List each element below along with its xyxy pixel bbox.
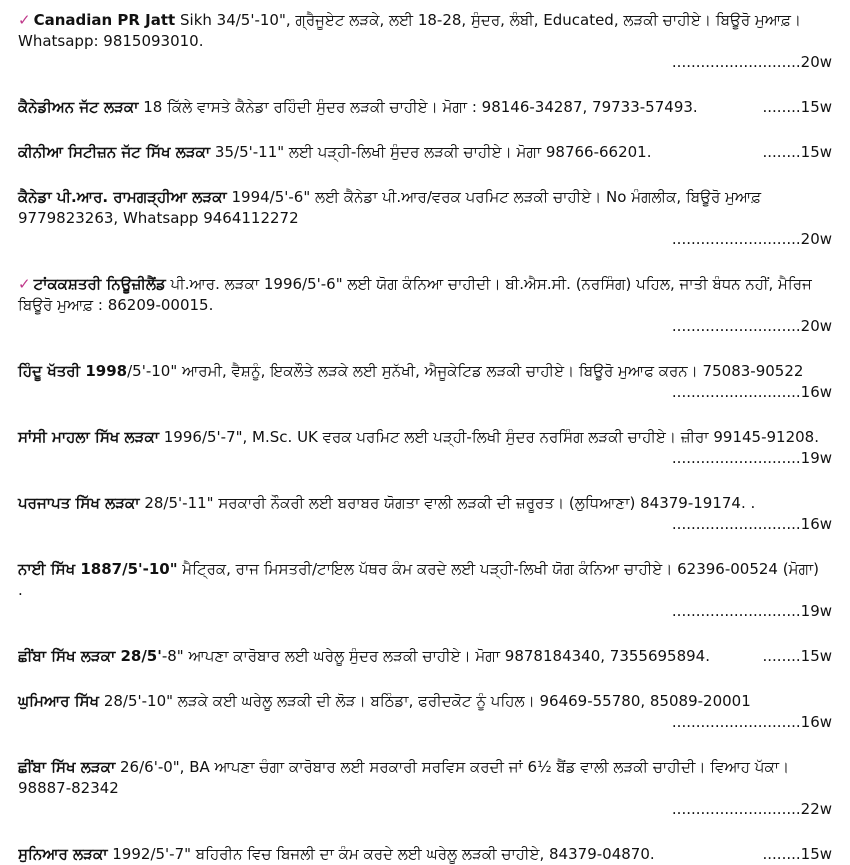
ad-body (18, 10, 832, 52)
ad-text: 1992/5'-7" ਬਹਿਰੀਨ ਵਿਚ ਬਿਜਲੀ ਦਾ ਕੰਮ ਕਰਦੇ ਲਈ ਘਰੇਲੂ ਲੜਕੀ ਚਾਹੀਏ, 84379-04870. (107, 845, 655, 863)
ad-word-count: ...........................20w (671, 53, 832, 71)
ad-heading: ਕੈਨੇਡੀਅਨ ਜੱਟ ਲੜਕਾ (18, 98, 139, 116)
ad-body (18, 274, 832, 316)
ad-body (18, 97, 708, 118)
ad-text: 26/6'-0", BA ਆਪਣਾ ਚੰਗਾ ਕਾਰੋਬਾਰ ਲਈ ਸਰਕਾਰੀ ਸਰਵਿਸ ਕਰਦੀ ਜਾਂ 6½ ਬੈਂਡ ਵਾਲੀ ਲੜਕੀ ਚਾਹੀਦੀ। ਵਿਆਹ ਪੱਕਾ। 98887-82342 (18, 758, 790, 797)
check-icon: ✓ (18, 275, 31, 293)
ad-heading: ਸਾਂਸੀ ਮਾਹਲਾ ਸਿੱਖ ਲੜਕਾ (18, 428, 159, 446)
ad-7 (18, 427, 832, 469)
ad-body (18, 361, 832, 382)
ad-word-count: ........15w (762, 647, 832, 665)
ad-1 (18, 10, 832, 73)
ad-body (18, 691, 832, 712)
ad-heading: ਕੀਨੀਆ ਸਿਟੀਜ਼ਨ ਜੱਟ ਸਿੱਖ ਲੜਕਾ (18, 143, 211, 161)
ad-9 (18, 559, 832, 622)
ad-body (18, 142, 662, 163)
ad-body (18, 427, 832, 448)
ad-text: Sikh 34/5'-10", ਗ੍ਰੈਜੂਏਟ ਲੜਕੇ, ਲਈ 18-28, ਸੁੰਦਰ, ਲੰਬੀ, Educated, ਲੜਕੀ ਚਾਹੀਏ। ਬਿਊਰੋ ਮੁਆਫ਼। Whatsapp: 9815093010. (18, 11, 802, 50)
ad-text: 28/5'-11" ਸਰਕਾਰੀ ਨੌਕਰੀ ਲਈ ਬਰਾਬਰ ਯੋਗਤਾ ਵਾਲੀ ਲੜਕੀ ਦੀ ਜ਼ਰੂਰਤ। (ਲੁਧਿਆਣਾ) 84379-19174. . (139, 494, 756, 512)
ad-word-count: ...........................19w (671, 449, 832, 467)
ad-word-count: ...........................16w (671, 515, 832, 533)
ad-12 (18, 757, 832, 820)
ad-heading: ਟਾਂਕਕਸ਼ਤਰੀ ਨਿਊਜ਼ੀਲੈਂਡ (33, 275, 166, 293)
ad-6 (18, 361, 832, 403)
ad-2 (18, 97, 832, 118)
ad-heading: Canadian PR Jatt (33, 11, 176, 29)
ad-word-count: ...........................16w (671, 713, 832, 731)
ad-word-count: ........15w (762, 845, 832, 863)
ad-4 (18, 187, 832, 250)
ad-8 (18, 493, 832, 535)
ad-heading: ਹਿੰਦੂ ਖੱਤਰੀ 1998 (18, 362, 128, 380)
ad-text: /5'-10" ਆਰਮੀ, ਵੈਸ਼ਨੂੰ, ਇਕਲੌਤੇ ਲੜਕੇ ਲਈ ਸੁਨੱਖੀ, ਐਜੂਕੇਟਿਡ ਲੜਕੀ ਚਾਹੀਏ। ਬਿਊਰੋ ਮੁਆਫ ਕਰਨ। 75083-90522 (127, 362, 804, 380)
ad-text: 1994/5'-6" ਲਈ ਕੈਨੇਡਾ ਪੀ.ਆਰ/ਵਰਕ ਪਰਮਿਟ ਲੜਕੀ ਚਾਹੀਏ। No ਮੰਗਲੀਕ, ਬਿਊਰੋ ਮੁਆਫ਼ 9779823263, Whatsapp 9464112272 (18, 188, 762, 227)
ad-heading: ਛੀਂਬਾ ਸਿੱਖ ਲੜਕਾ (18, 758, 116, 776)
ad-heading: ਪਰਜਾਪਤ ਸਿੱਖ ਲੜਕਾ (18, 494, 140, 512)
ad-word-count: ...........................20w (671, 317, 832, 335)
ad-5 (18, 274, 832, 337)
ad-heading: ਛੀਂਬਾ ਸਿੱਖ ਲੜਕਾ 28/5' (18, 647, 162, 665)
ad-body (18, 493, 832, 514)
ad-13 (18, 844, 832, 865)
ad-text: 35/5'-11" ਲਈ ਪੜ੍ਹੀ-ਲਿਖੀ ਸੁੰਦਰ ਲੜਕੀ ਚਾਹੀਏ। ਮੋਗਾ 98766-66201. (210, 143, 652, 161)
ad-11 (18, 691, 832, 733)
ad-body (18, 646, 720, 667)
ad-word-count: ...........................19w (671, 602, 832, 620)
ad-text: ਮੈਟ੍ਰਿਕ, ਰਾਜ ਮਿਸਤਰੀ/ਟਾਇਲ ਪੱਥਰ ਕੰਮ ਕਰਦੇ ਲਈ ਪੜ੍ਹੀ-ਲਿਖੀ ਯੋਗ ਕੰਨਿਆ ਚਾਹੀਏ। 62396-00524 (ਮੋਗਾ) . (18, 560, 820, 599)
ad-3 (18, 142, 832, 163)
ad-heading: ਕੈਨੇਡਾ ਪੀ.ਆਰ. ਰਾਮਗੜ੍ਹੀਆ ਲੜਕਾ (18, 188, 227, 206)
ad-word-count: ...........................16w (671, 383, 832, 401)
check-icon: ✓ (18, 11, 31, 29)
ad-10 (18, 646, 832, 667)
ad-text: -8" ਆਪਣਾ ਕਾਰੋਬਾਰ ਲਈ ਘਰੇਲੂ ਸੁੰਦਰ ਲੜਕੀ ਚਾਹੀਏ। ਮੋਗਾ 9878184340, 7355695894. (161, 647, 710, 665)
ad-heading: ਸੁਨਿਆਰ ਲੜਕਾ (18, 845, 108, 863)
ad-body (18, 844, 665, 865)
ad-text: ਪੀ.ਆਰ. ਲੜਕਾ 1996/5'-6" ਲਈ ਯੋਗ ਕੰਨਿਆ ਚਾਹੀਦੀ। ਬੀ.ਐਸ.ਸੀ. (ਨਰਸਿੰਗ) ਪਹਿਲ, ਜਾਤੀ ਬੰਧਨ ਨਹੀਂ, ਮੈਰਿਜ ਬਿਊਰੋ ਮੁਆਫ਼ : 86209-00015. (18, 275, 812, 314)
ad-heading: ਘੁਮਿਆਰ ਸਿੱਖ (18, 692, 100, 710)
ad-word-count: ...........................22w (671, 800, 832, 818)
ad-body (18, 187, 832, 229)
ad-text: 18 ਕਿੱਲੇ ਵਾਸਤੇ ਕੈਨੇਡਾ ਰਹਿੰਦੀ ਸੁੰਦਰ ਲੜਕੀ ਚਾਹੀਏ। ਮੋਗਾ : 98146-34287, 79733-57493. (138, 98, 698, 116)
ad-word-count: ...........................20w (671, 230, 832, 248)
ad-body (18, 757, 832, 799)
ad-body (18, 559, 832, 601)
ad-text: 1996/5'-7", M.Sc. UK ਵਰਕ ਪਰਮਿਟ ਲਈ ਪੜ੍ਹੀ-ਲਿਖੀ ਸੁੰਦਰ ਨਰਸਿੰਗ ਲੜਕੀ ਚਾਹੀਏ। ਜ਼ੀਰਾ 99145-91208. (159, 428, 819, 446)
ad-word-count: ........15w (762, 143, 832, 161)
ad-text: 28/5'-10" ਲੜਕੇ ਕਈ ਘਰੇਲੂ ਲੜਕੀ ਦੀ ਲੋੜ। ਬਠਿੰਡਾ, ਫਰੀਦਕੋਟ ਨੂੰ ਪਹਿਲ। 96469-55780, 85089-20001 (99, 692, 751, 710)
ad-word-count: ........15w (762, 98, 832, 116)
ad-heading: ਨਾਈ ਸਿੱਖ 1887/5'-10" (18, 560, 178, 578)
